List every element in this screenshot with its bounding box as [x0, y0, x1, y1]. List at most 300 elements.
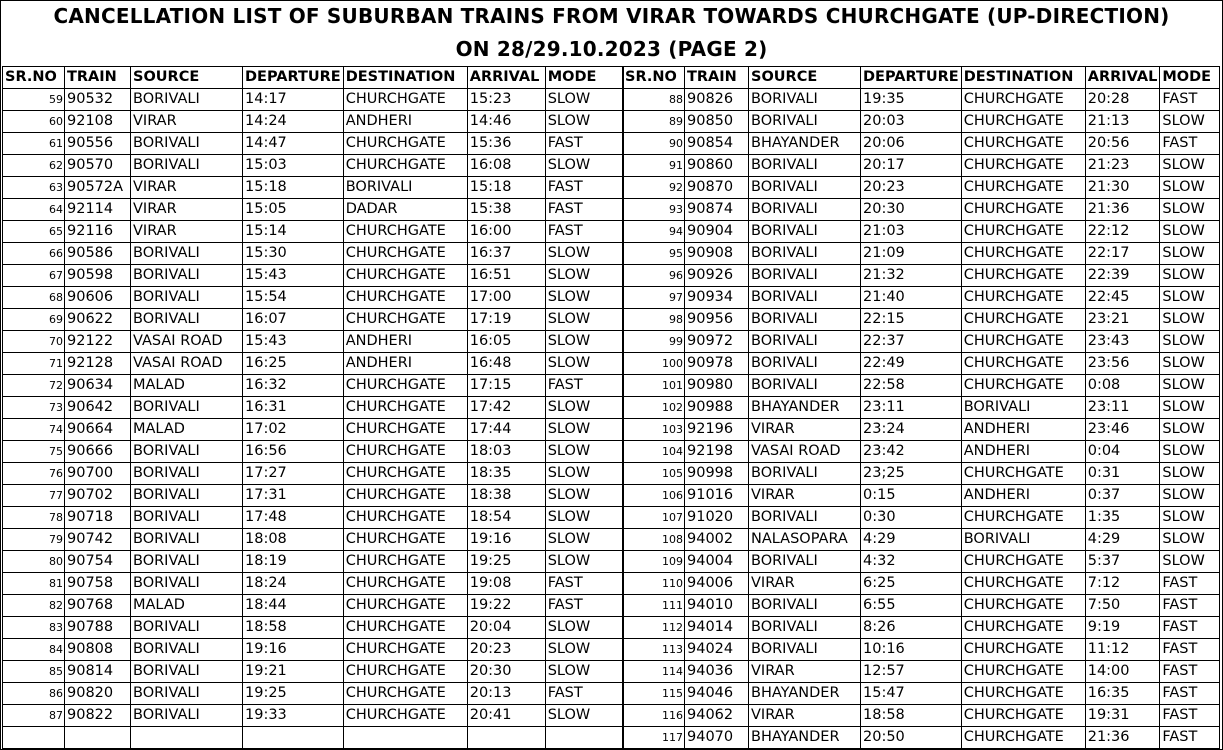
cell-train [65, 727, 131, 749]
cell-departure: 15:30 [243, 243, 344, 265]
cell-train: 90742 [65, 529, 131, 551]
cell-arrival: 15:18 [467, 177, 545, 199]
cell-train: 90572A [65, 177, 131, 199]
cell-mode: SLOW [545, 309, 623, 331]
cell-destination: CHURCHGATE [961, 89, 1085, 111]
cell-sr-no: 91 [623, 155, 685, 177]
cell-arrival: 20:04 [467, 617, 545, 639]
column-header-arrival: ARRIVAL [467, 67, 545, 89]
cell-train: 92196 [685, 419, 749, 441]
table-row [623, 397, 1220, 419]
cell-source: VIRAR [131, 221, 243, 243]
cell-sr-no: 70 [3, 331, 65, 353]
cell-sr-no: 64 [3, 199, 65, 221]
cell-sr-no: 63 [3, 177, 65, 199]
table-row [3, 595, 624, 617]
cell-destination: ANDHERI [961, 441, 1085, 463]
table-row [623, 309, 1220, 331]
cell-departure: 23:42 [861, 441, 962, 463]
cell-departure: 20:50 [861, 727, 962, 749]
cell-sr-no: 82 [3, 595, 65, 617]
cell-arrival: 21:36 [1085, 727, 1160, 749]
cell-departure: 16:31 [243, 397, 344, 419]
cell-mode: SLOW [545, 419, 623, 441]
table-row [623, 463, 1220, 485]
cell-arrival: 17:00 [467, 287, 545, 309]
cell-source: BORIVALI [131, 397, 243, 419]
cell-sr-no: 68 [3, 287, 65, 309]
cell-source: BORIVALI [131, 287, 243, 309]
cell-arrival: 23:43 [1085, 331, 1160, 353]
table-row [3, 133, 624, 155]
cell-departure: 4:32 [861, 551, 962, 573]
cell-departure: 17:27 [243, 463, 344, 485]
cell-arrival: 21:23 [1085, 155, 1160, 177]
cell-mode: SLOW [1160, 463, 1220, 485]
cell-destination: ANDHERI [343, 331, 467, 353]
cell-sr-no: 99 [623, 331, 685, 353]
cell-arrival: 4:29 [1085, 529, 1160, 551]
cell-source: BHAYANDER [749, 683, 861, 705]
cell-arrival: 16:05 [467, 331, 545, 353]
cell-source: NALASOPARA [749, 529, 861, 551]
cell-sr-no: 92 [623, 177, 685, 199]
cell-source: BORIVALI [131, 661, 243, 683]
cell-arrival: 7:12 [1085, 573, 1160, 595]
table-row [3, 727, 624, 749]
cell-mode: SLOW [545, 111, 623, 133]
cell-destination: BORIVALI [961, 529, 1085, 551]
table-row [3, 89, 624, 111]
cell-source: BORIVALI [749, 111, 861, 133]
cell-departure: 19:21 [243, 661, 344, 683]
cell-train: 90702 [65, 485, 131, 507]
cell-destination: CHURCHGATE [343, 155, 467, 177]
cell-mode: SLOW [1160, 199, 1220, 221]
cell-source: BORIVALI [749, 177, 861, 199]
cell-train: 94010 [685, 595, 749, 617]
cell-destination: CHURCHGATE [961, 705, 1085, 727]
cell-source: VIRAR [749, 705, 861, 727]
page-title: CANCELLATION LIST OF SUBURBAN TRAINS FROM VIRAR TOWARDS CHURCHGATE (UP-DIRECTION) [53, 4, 1170, 28]
cell-sr-no: 105 [623, 463, 685, 485]
cell-train: 90850 [685, 111, 749, 133]
cell-arrival: 15:36 [467, 133, 545, 155]
cell-destination: CHURCHGATE [343, 397, 467, 419]
cell-source: BORIVALI [131, 617, 243, 639]
cell-destination: CHURCHGATE [961, 287, 1085, 309]
cell-sr-no: 100 [623, 353, 685, 375]
cell-destination: CHURCHGATE [961, 133, 1085, 155]
cell-sr-no: 106 [623, 485, 685, 507]
cell-mode: SLOW [545, 529, 623, 551]
cell-source: BORIVALI [749, 507, 861, 529]
column-header-train: TRAIN [65, 67, 131, 89]
column-header-sr-no: SR.NO [3, 67, 65, 89]
cell-source: BORIVALI [131, 309, 243, 331]
cell-sr-no: 111 [623, 595, 685, 617]
cell-destination: CHURCHGATE [343, 441, 467, 463]
cell-train: 91020 [685, 507, 749, 529]
cell-train: 92114 [65, 199, 131, 221]
cell-sr-no: 59 [3, 89, 65, 111]
cell-train: 90860 [685, 155, 749, 177]
cell-arrival: 16:00 [467, 221, 545, 243]
table-row [3, 639, 624, 661]
cell-arrival: 18:54 [467, 507, 545, 529]
cell-source: BORIVALI [131, 507, 243, 529]
cell-arrival: 22:39 [1085, 265, 1160, 287]
cell-source: BORIVALI [749, 617, 861, 639]
cell-sr-no: 74 [3, 419, 65, 441]
cell-train: 90642 [65, 397, 131, 419]
cell-sr-no: 101 [623, 375, 685, 397]
cell-departure: 6:25 [861, 573, 962, 595]
cell-destination: CHURCHGATE [343, 89, 467, 111]
cell-destination: CHURCHGATE [961, 243, 1085, 265]
cell-sr-no: 88 [623, 89, 685, 111]
cell-departure: 0:15 [861, 485, 962, 507]
cell-sr-no: 109 [623, 551, 685, 573]
cell-source: BORIVALI [749, 375, 861, 397]
cell-source: VIRAR [131, 199, 243, 221]
cell-mode: FAST [545, 595, 623, 617]
cell-departure: 15:47 [861, 683, 962, 705]
cell-arrival: 7:50 [1085, 595, 1160, 617]
cell-destination: CHURCHGATE [961, 375, 1085, 397]
cell-arrival: 19:08 [467, 573, 545, 595]
cell-source: BORIVALI [749, 331, 861, 353]
cell-departure: 15:54 [243, 287, 344, 309]
table-row [3, 111, 624, 133]
cell-mode: SLOW [545, 661, 623, 683]
cell-train: 90926 [685, 265, 749, 287]
cell-train: 90622 [65, 309, 131, 331]
table-row [623, 485, 1220, 507]
cell-train: 90666 [65, 441, 131, 463]
cell-arrival: 19:16 [467, 529, 545, 551]
cell-sr-no: 94 [623, 221, 685, 243]
table-row [3, 353, 624, 375]
cell-source: BORIVALI [131, 133, 243, 155]
cell-mode: SLOW [1160, 243, 1220, 265]
column-header-destination: DESTINATION [343, 67, 467, 89]
cell-departure: 19:33 [243, 705, 344, 727]
column-header-source: SOURCE [749, 67, 861, 89]
cell-destination: BORIVALI [961, 397, 1085, 419]
cell-train: 90988 [685, 397, 749, 419]
cell-destination: CHURCHGATE [343, 617, 467, 639]
table-row [623, 331, 1220, 353]
cell-train: 90826 [685, 89, 749, 111]
cell-destination: CHURCHGATE [961, 727, 1085, 749]
table-row [623, 155, 1220, 177]
cell-source: BORIVALI [749, 595, 861, 617]
table-row [3, 199, 624, 221]
table-row [3, 463, 624, 485]
cell-sr-no: 95 [623, 243, 685, 265]
cell-departure: 14:47 [243, 133, 344, 155]
cell-departure: 16:32 [243, 375, 344, 397]
cell-mode: FAST [1160, 683, 1220, 705]
cell-departure: 15:18 [243, 177, 344, 199]
cell-mode: SLOW [545, 331, 623, 353]
cell-arrival: 23:56 [1085, 353, 1160, 375]
cell-train: 90768 [65, 595, 131, 617]
cell-mode: FAST [545, 573, 623, 595]
cell-sr-no: 114 [623, 661, 685, 683]
cell-sr-no: 108 [623, 529, 685, 551]
cell-mode: FAST [545, 133, 623, 155]
cell-departure: 17:02 [243, 419, 344, 441]
cell-sr-no: 66 [3, 243, 65, 265]
cell-sr-no: 97 [623, 287, 685, 309]
cell-departure: 18:24 [243, 573, 344, 595]
cell-mode: FAST [1160, 595, 1220, 617]
column-header-mode: MODE [545, 67, 623, 89]
cell-arrival: 20:28 [1085, 89, 1160, 111]
cell-mode: FAST [545, 221, 623, 243]
cell-arrival: 16:08 [467, 155, 545, 177]
page-subtitle: ON 28/29.10.2023 (PAGE 2) [455, 37, 768, 61]
cell-sr-no: 86 [3, 683, 65, 705]
cell-destination: CHURCHGATE [343, 133, 467, 155]
table-row [623, 573, 1220, 595]
cell-source: BORIVALI [749, 287, 861, 309]
cell-arrival: 17:19 [467, 309, 545, 331]
cell-departure: 15:43 [243, 265, 344, 287]
cell-destination: CHURCHGATE [961, 573, 1085, 595]
cell-arrival: 21:30 [1085, 177, 1160, 199]
cell-source: MALAD [131, 419, 243, 441]
cell-train: 92198 [685, 441, 749, 463]
cell-mode: SLOW [1160, 155, 1220, 177]
cell-departure: 15:03 [243, 155, 344, 177]
cell-sr-no: 61 [3, 133, 65, 155]
cell-train: 90814 [65, 661, 131, 683]
cell-mode: FAST [1160, 639, 1220, 661]
table-row [3, 309, 624, 331]
cell-destination: CHURCHGATE [343, 661, 467, 683]
cell-destination: CHURCHGATE [343, 485, 467, 507]
cell-source: BORIVALI [131, 463, 243, 485]
cell-train: 90556 [65, 133, 131, 155]
cell-source: BORIVALI [131, 155, 243, 177]
cell-train: 90586 [65, 243, 131, 265]
cell-mode: FAST [1160, 617, 1220, 639]
cell-train: 94024 [685, 639, 749, 661]
cell-source: MALAD [131, 595, 243, 617]
cell-destination: CHURCHGATE [961, 331, 1085, 353]
cell-sr-no: 90 [623, 133, 685, 155]
cell-source: BORIVALI [749, 155, 861, 177]
cell-departure: 23:11 [861, 397, 962, 419]
column-header-sr-no: SR.NO [623, 67, 685, 89]
cell-destination: CHURCHGATE [343, 375, 467, 397]
cell-destination: CHURCHGATE [961, 661, 1085, 683]
cell-departure: 18:44 [243, 595, 344, 617]
cell-sr-no: 98 [623, 309, 685, 331]
cell-departure: 18:58 [861, 705, 962, 727]
cell-departure: 22:49 [861, 353, 962, 375]
cell-sr-no: 78 [3, 507, 65, 529]
cell-sr-no: 72 [3, 375, 65, 397]
cell-arrival: 18:38 [467, 485, 545, 507]
cell-mode: SLOW [545, 639, 623, 661]
table-row [623, 727, 1220, 749]
cell-mode: FAST [1160, 89, 1220, 111]
cell-departure: 8:26 [861, 617, 962, 639]
cell-train: 94070 [685, 727, 749, 749]
cell-sr-no: 113 [623, 639, 685, 661]
cell-train: 90854 [685, 133, 749, 155]
cell-sr-no: 71 [3, 353, 65, 375]
table-row [623, 111, 1220, 133]
cell-sr-no: 84 [3, 639, 65, 661]
cell-departure: 22:15 [861, 309, 962, 331]
cell-train: 94014 [685, 617, 749, 639]
cell-sr-no: 89 [623, 111, 685, 133]
cell-sr-no: 85 [3, 661, 65, 683]
cell-train: 90606 [65, 287, 131, 309]
cell-destination: CHURCHGATE [343, 595, 467, 617]
cell-source [131, 727, 243, 749]
cell-departure: 15:43 [243, 331, 344, 353]
cell-train: 90820 [65, 683, 131, 705]
cell-destination: CHURCHGATE [343, 507, 467, 529]
cell-source: MALAD [131, 375, 243, 397]
cell-destination: CHURCHGATE [343, 705, 467, 727]
cell-mode: SLOW [545, 89, 623, 111]
cell-sr-no: 73 [3, 397, 65, 419]
cell-source: VIRAR [749, 485, 861, 507]
cell-departure: 20:03 [861, 111, 962, 133]
table-row [3, 243, 624, 265]
cell-mode: SLOW [1160, 221, 1220, 243]
cell-mode: SLOW [1160, 331, 1220, 353]
table-row [3, 397, 624, 419]
column-header-departure: DEPARTURE [243, 67, 344, 89]
cell-sr-no: 115 [623, 683, 685, 705]
cell-source: VIRAR [131, 177, 243, 199]
cell-departure: 20:06 [861, 133, 962, 155]
cell-source: BORIVALI [749, 353, 861, 375]
cell-sr-no: 67 [3, 265, 65, 287]
cell-arrival: 0:04 [1085, 441, 1160, 463]
table-row [3, 419, 624, 441]
table-row [3, 287, 624, 309]
cell-arrival: 17:15 [467, 375, 545, 397]
cell-source: BORIVALI [749, 199, 861, 221]
table-row [623, 595, 1220, 617]
cell-mode: FAST [1160, 705, 1220, 727]
cell-sr-no: 87 [3, 705, 65, 727]
cell-sr-no: 107 [623, 507, 685, 529]
cell-departure [243, 727, 344, 749]
cell-source: BORIVALI [131, 89, 243, 111]
table-row [3, 573, 624, 595]
cell-arrival: 16:35 [1085, 683, 1160, 705]
cell-mode: SLOW [1160, 177, 1220, 199]
cell-destination: CHURCHGATE [343, 463, 467, 485]
cell-sr-no: 112 [623, 617, 685, 639]
cell-destination: CHURCHGATE [961, 595, 1085, 617]
cell-departure: 20:23 [861, 177, 962, 199]
table-row [3, 507, 624, 529]
cell-arrival: 16:37 [467, 243, 545, 265]
cell-arrival: 20:23 [467, 639, 545, 661]
cell-sr-no: 93 [623, 199, 685, 221]
cell-destination: CHURCHGATE [961, 617, 1085, 639]
cell-arrival: 5:37 [1085, 551, 1160, 573]
cell-mode: SLOW [1160, 441, 1220, 463]
cell-mode: SLOW [1160, 287, 1220, 309]
cell-arrival [467, 727, 545, 749]
cell-train: 90934 [685, 287, 749, 309]
table-header-row [3, 67, 624, 89]
cell-mode: SLOW [1160, 111, 1220, 133]
table-row [623, 683, 1220, 705]
table-row [3, 155, 624, 177]
cell-arrival: 14:46 [467, 111, 545, 133]
cell-arrival: 22:45 [1085, 287, 1160, 309]
cell-arrival: 23:46 [1085, 419, 1160, 441]
cell-train: 90758 [65, 573, 131, 595]
cell-sr-no: 96 [623, 265, 685, 287]
table-row [3, 441, 624, 463]
cell-mode: SLOW [1160, 419, 1220, 441]
cell-train: 94002 [685, 529, 749, 551]
cell-departure: 19:25 [243, 683, 344, 705]
cell-source: BHAYANDER [749, 133, 861, 155]
cell-departure: 14:17 [243, 89, 344, 111]
table-row [3, 331, 624, 353]
cell-destination: CHURCHGATE [961, 463, 1085, 485]
cell-destination: CHURCHGATE [343, 683, 467, 705]
table-row [3, 683, 624, 705]
cell-mode: SLOW [545, 243, 623, 265]
cell-mode: FAST [545, 177, 623, 199]
cell-departure: 21:40 [861, 287, 962, 309]
cell-arrival: 0:08 [1085, 375, 1160, 397]
cell-departure: 20:17 [861, 155, 962, 177]
cell-source: BORIVALI [131, 265, 243, 287]
table-row [3, 265, 624, 287]
table-row [3, 705, 624, 727]
cell-destination: CHURCHGATE [343, 287, 467, 309]
cell-sr-no: 81 [3, 573, 65, 595]
cell-destination [343, 727, 467, 749]
cell-train: 90980 [685, 375, 749, 397]
cell-source: BORIVALI [749, 639, 861, 661]
cell-departure: 19:16 [243, 639, 344, 661]
cell-source: BHAYANDER [749, 397, 861, 419]
cell-arrival: 9:19 [1085, 617, 1160, 639]
cell-sr-no: 65 [3, 221, 65, 243]
cell-source: BORIVALI [131, 441, 243, 463]
cell-mode: FAST [1160, 727, 1220, 749]
cell-mode: SLOW [545, 441, 623, 463]
cell-arrival: 23:11 [1085, 397, 1160, 419]
cell-arrival: 0:31 [1085, 463, 1160, 485]
table-row [623, 353, 1220, 375]
cell-arrival: 18:03 [467, 441, 545, 463]
cell-departure: 15:14 [243, 221, 344, 243]
cell-mode: SLOW [1160, 375, 1220, 397]
column-header-mode: MODE [1160, 67, 1220, 89]
cell-arrival: 16:51 [467, 265, 545, 287]
cell-sr-no: 80 [3, 551, 65, 573]
